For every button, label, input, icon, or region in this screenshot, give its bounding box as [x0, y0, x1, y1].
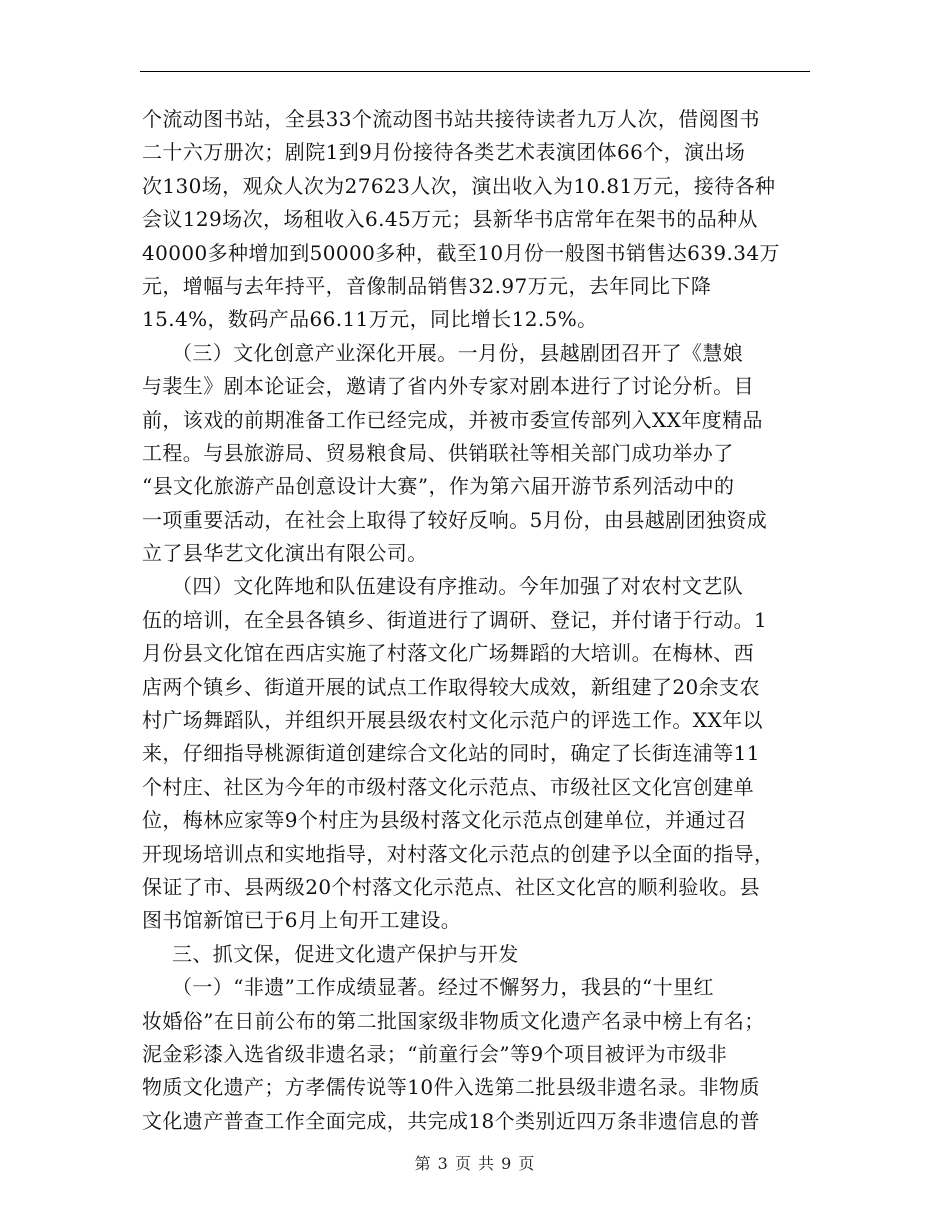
text-line: 立了县华艺文化演出有限公司。	[142, 541, 428, 566]
text-line: 村广场舞蹈队，并组织开展县级农村文化示范户的评选工作。XX年以	[142, 708, 763, 733]
text-line: 个村庄、社区为今年的市级村落文化示范点、市级社区文化宫创建单	[142, 774, 754, 799]
text-line: 妆婚俗”在日前公布的第二批国家级非物质文化遗产名录中榜上有名；	[142, 1008, 765, 1033]
text-line: 次130场，观众人次为27623人次，演出收入为10.81万元，接待各种	[142, 173, 776, 198]
text-line: 文化遗产普查工作全面完成，共完成18个类别近四万条非遗信息的普	[142, 1108, 760, 1133]
text-line: “县文化旅游产品创意设计大赛”，作为第六届开游节系列活动中的	[142, 474, 735, 499]
text-line: （一）“非遗”工作成绩显著。经过不懈努力，我县的“十里红	[172, 975, 714, 1000]
text-line: 元，增幅与去年持平，音像制品销售32.97万元，去年同比下降	[142, 273, 712, 298]
text-line: 会议129场次，场租收入6.45万元；县新华书店常年在架书的品种从	[142, 207, 758, 232]
text-line: 与裴生》剧本论证会，邀请了省内外专家对剧本进行了讨论分析。目	[142, 374, 754, 399]
text-line: 图书馆新馆已于6月上旬开工建设。	[142, 908, 462, 933]
page-number: 第 3 页 共 9 页	[414, 1154, 536, 1173]
text-line: 泥金彩漆入选省级非遗名录；“前童行会”等9个项目被评为市级非	[142, 1041, 728, 1066]
text-line: 物质文化遗产；方孝儒传说等10件入选第二批县级非遗名录。非物质	[142, 1075, 760, 1100]
text-line: 位，梅林应家等9个村庄为县级村落文化示范点创建单位，并通过召	[142, 808, 747, 833]
text-line: （四）文化阵地和队伍建设有序推动。今年加强了对农村文艺队	[172, 574, 744, 599]
header-rule	[140, 71, 810, 72]
text-line: 保证了市、县两级20个村落文化示范点、社区文化宫的顺利验收。县	[142, 874, 760, 899]
body-text	[142, 103, 814, 1138]
text-line: 个流动图书站，全县33个流动图书站共接待读者九万人次，借阅图书	[142, 107, 760, 131]
text-line: 开现场培训点和实地指导，对村落文化示范点的创建予以全面的指导，	[142, 841, 775, 866]
text-line: 店两个镇乡、街道开展的试点工作取得较大成效，新组建了20余支农	[142, 674, 760, 699]
text-line: 前，该戏的前期准备工作已经完成，并被市委宣传部列入XX年度精品	[142, 407, 763, 432]
text-line: 15.4%，数码产品66.11万元，同比增长12.5%。	[142, 307, 598, 332]
section-heading: 三、抓文保，促进文化遗产保护与开发	[172, 941, 519, 966]
text-line: 工程。与县旅游局、贸易粮食局、供销联社等相关部门成功举办了	[142, 440, 734, 465]
text-line: 伍的培训，在全县各镇乡、街道进行了调研、登记，并付诸于行动。1	[142, 607, 768, 632]
text-line: （三）文化创意产业深化开展。一月份，县越剧团召开了《慧娘	[172, 340, 744, 365]
text-line: 一项重要活动，在社会上取得了较好反响。5月份，由县越剧团独资成	[142, 507, 768, 532]
text-line: 40000多种增加到50000多种，截至10月份一般图书销售达639.34万	[142, 240, 780, 265]
text-line: 二十六万册次；剧院1到9月份接待各类艺术表演团体66个，演出场	[142, 140, 746, 165]
text-line: 月份县文化馆在西店实施了村落文化广场舞蹈的大培训。在梅林、西	[142, 641, 754, 666]
text-line: 来，仔细指导桃源街道创建综合文化站的同时，确定了长街连浦等11	[142, 741, 760, 766]
